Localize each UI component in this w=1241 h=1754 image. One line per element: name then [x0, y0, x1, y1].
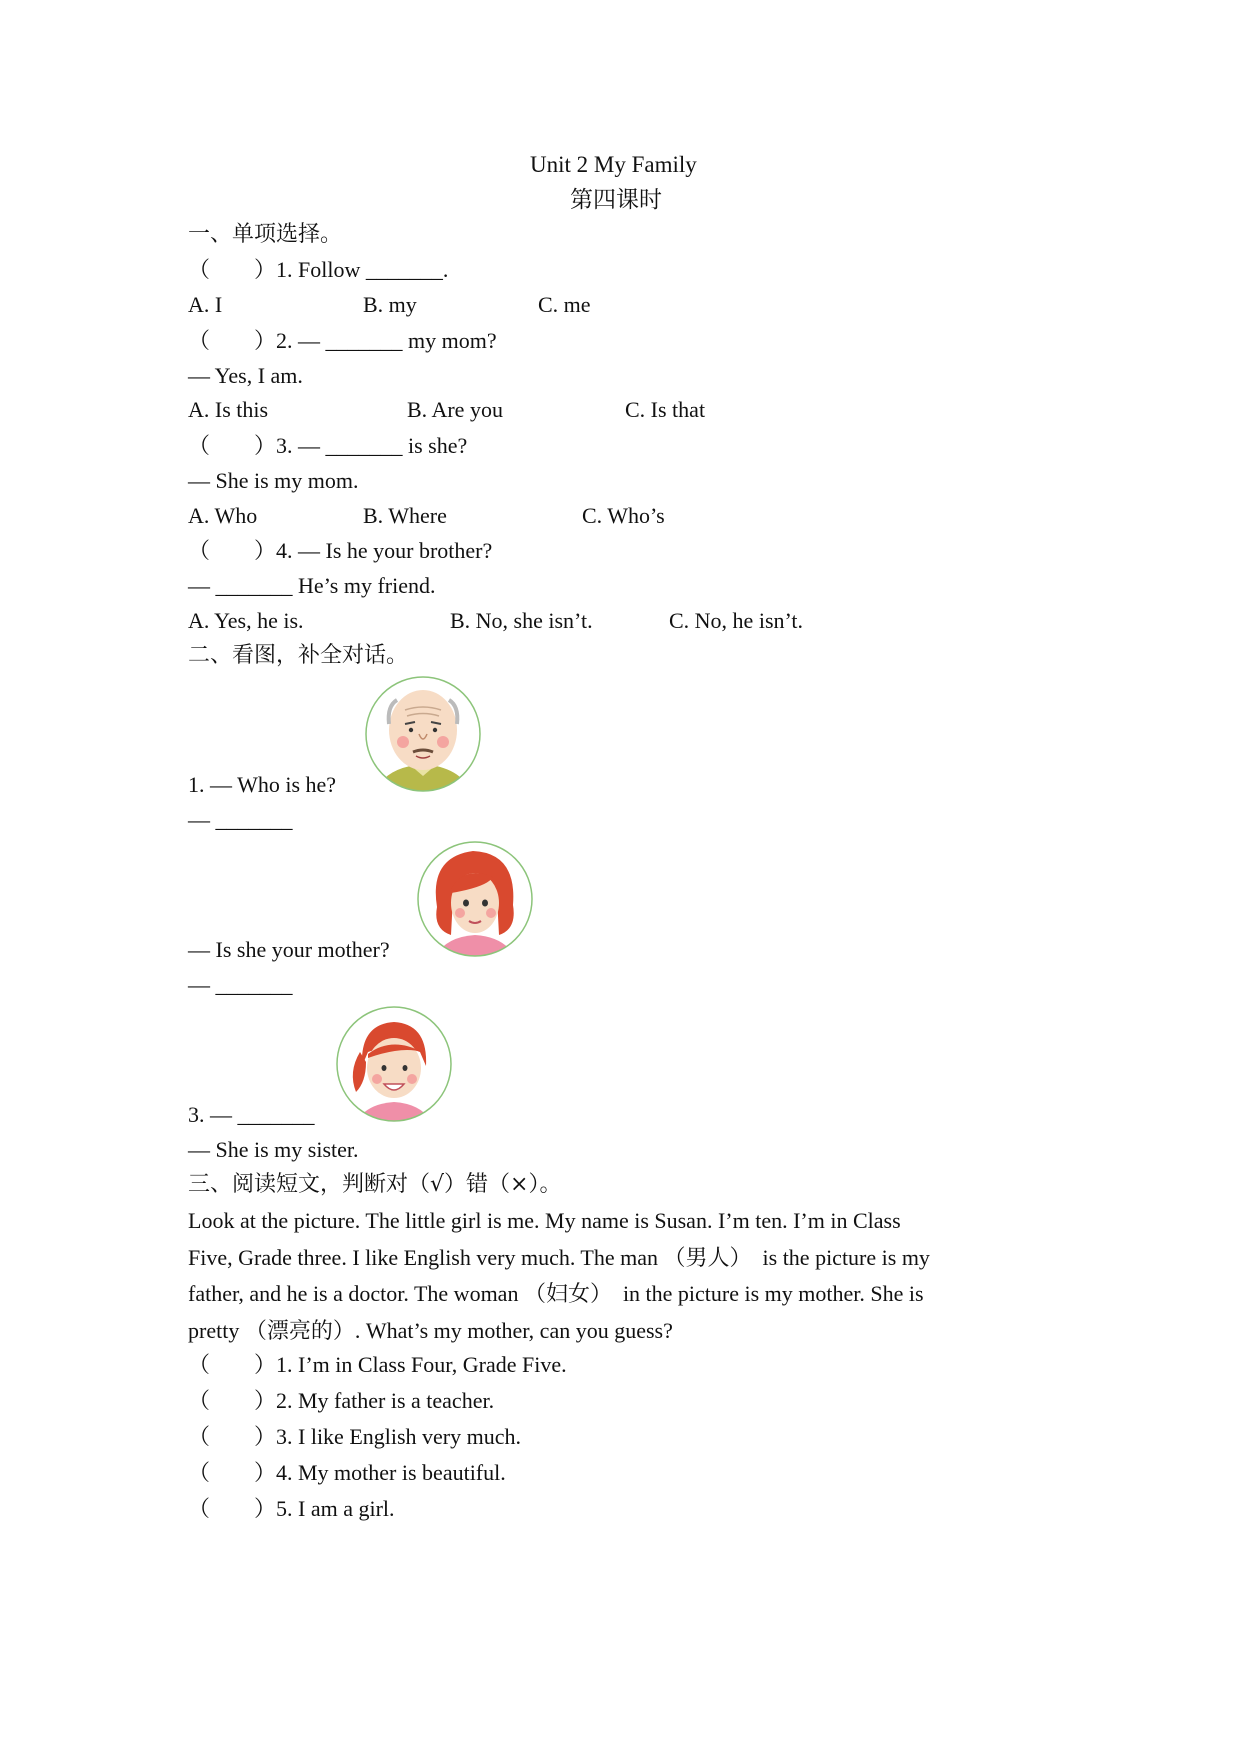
q3-option-b: B. Where: [363, 503, 447, 528]
q2-option-c: C. Is that: [625, 397, 706, 422]
judge-item-4: （ ）4. My mother is beautiful.: [188, 1460, 506, 1485]
q4-stem: （ ）4. — Is he your brother?: [188, 538, 493, 563]
section2-heading: 二、看图，补全对话。: [188, 643, 409, 668]
reading-passage: [188, 1203, 1048, 1349]
q2-option-a: A. Is this: [188, 397, 269, 422]
sister-picture: [332, 1002, 456, 1126]
q2-stem: （ ）2. — _______ my mom?: [188, 328, 497, 353]
worksheet-subtitle: 第四课时: [570, 187, 662, 213]
q4-reply: — _______ He’s my friend.: [188, 573, 436, 598]
dialog3-answer: — She is my sister.: [188, 1137, 359, 1162]
q4-option-b: B. No, she isn’t.: [450, 608, 593, 633]
q2-reply: — Yes, I am.: [188, 363, 303, 388]
q3-stem: （ ）3. — _______ is she?: [188, 433, 468, 458]
q4-option-c: C. No, he isn’t.: [669, 608, 804, 633]
passage-line: pretty （漂亮的）. What’s my mother, can you guess?: [188, 1317, 673, 1343]
q3-option-a: A. Who: [188, 503, 258, 528]
dialog2-question: — Is she your mother?: [188, 937, 390, 962]
dialog1-answer: — _______: [188, 807, 293, 832]
judge-item-2: （ ）2. My father is a teacher.: [188, 1388, 495, 1413]
passage-line: father, and he is a doctor. The woman （妇女） in the picture is my mother. She is: [188, 1281, 924, 1306]
q3-reply: — She is my mom.: [188, 468, 359, 493]
passage-line: Look at the picture. The little girl is me. My name is Susan. I’m ten. I’m in Class: [188, 1208, 901, 1233]
section1-heading: 一、单项选择。: [188, 222, 343, 247]
section3-heading: 三、阅读短文，判断对（√）错（×）。: [188, 1172, 562, 1197]
q2-option-b: B. Are you: [407, 397, 503, 422]
q1-stem: （ ）1. Follow _______.: [188, 257, 449, 282]
mother-picture: [413, 837, 537, 961]
judge-item-3: （ ）3. I like English very much.: [188, 1424, 522, 1449]
grandfather-picture: [361, 672, 485, 796]
dialog2-answer: — _______: [188, 972, 293, 997]
dialog1-question: 1. — Who is he?: [188, 772, 337, 797]
judge-item-5: （ ）5. I am a girl.: [188, 1496, 395, 1521]
q1-option-b: B. my: [363, 292, 417, 317]
q1-option-c: C. me: [538, 292, 591, 317]
q3-option-c: C. Who’s: [582, 503, 665, 528]
judge-item-1: （ ）1. I’m in Class Four, Grade Five.: [188, 1352, 567, 1377]
q4-option-a: A. Yes, he is.: [188, 608, 304, 633]
worksheet-title: Unit 2 My Family: [530, 152, 697, 177]
q1-option-a: A. I: [188, 292, 223, 317]
passage-line: Five, Grade three. I like English very much. The man （男人） is the picture is my: [188, 1244, 930, 1270]
dialog3-question: 3. — _______: [188, 1102, 315, 1127]
